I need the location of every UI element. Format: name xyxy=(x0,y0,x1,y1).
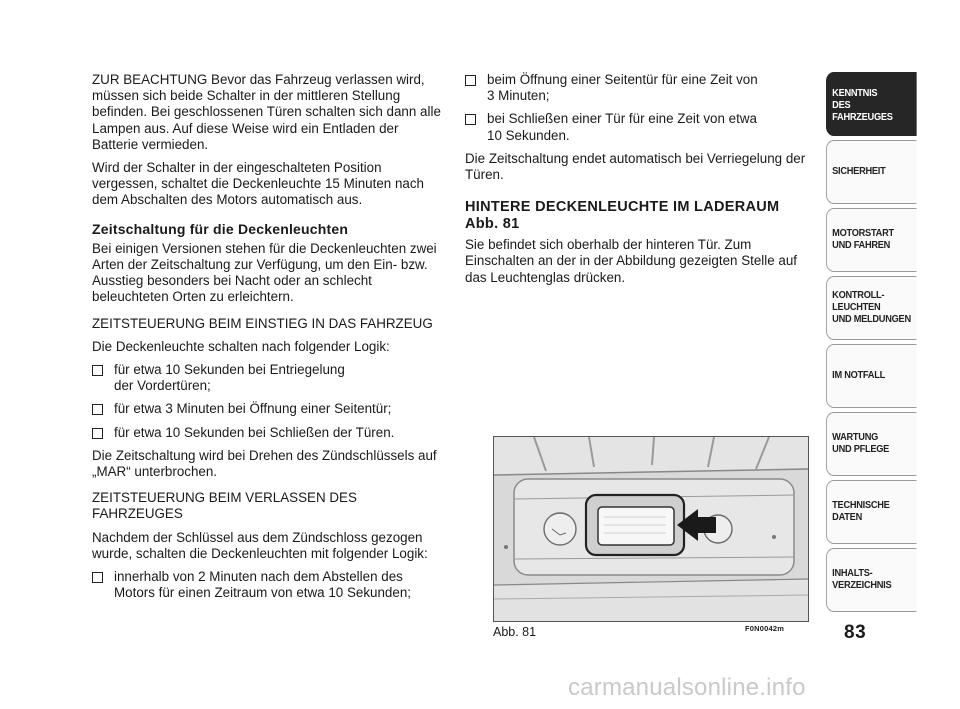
list-item: für etwa 10 Sekunden bei Schließen der Türen. xyxy=(92,425,448,441)
subheading-exit: ZEITSTEUERUNG BEIM VERLASSEN DES FAHRZEUGES xyxy=(92,490,357,522)
list-item: für etwa 10 Sekunden bei Entriegelung der Vordertüren; xyxy=(92,362,448,394)
list-item: innerhalb von 2 Minuten nach dem Abstellen des Motors für einen Zeitraum von etwa 10 Sekunden; xyxy=(92,569,448,601)
checkbox-icon xyxy=(92,365,103,376)
tab-kontrollleuchten-und-meldungen[interactable]: KONTROLL- LEUCHTEN UND MELDUNGEN xyxy=(826,276,917,340)
intro-paragraph: Bei einigen Versionen stehen für die Deckenleuchten zwei Arten der Zeitschaltung zur Verfügung, um den Ein- bzw. Ausstieg besonders bei Nacht oder an schlecht beleuchteten Orten zu erleichtern. xyxy=(92,240,437,305)
subheading-entry: ZEITSTEUERUNG BEIM EINSTIEG IN DAS FAHRZEUG xyxy=(92,315,433,331)
checkbox-icon xyxy=(92,428,103,439)
checkbox-icon xyxy=(465,75,476,86)
right-column xyxy=(465,72,810,293)
section-heading: Zeitschaltung für die Deckenleuchten xyxy=(92,220,349,237)
figure-code: F0N0042m xyxy=(745,624,785,633)
rear-light-figure xyxy=(493,436,809,622)
tab-motorstart-und-fahren[interactable]: MOTORSTART UND FAHREN xyxy=(826,208,917,272)
tab-technische-daten[interactable]: TECHNISCHE DATEN xyxy=(826,480,917,544)
checkbox-icon xyxy=(92,572,103,583)
rear-light-paragraph: Sie befindet sich oberhalb der hinteren Tür. Zum Einschalten an der in der Abbildung gezeigten Stelle auf das Leuchtenglas drücken. xyxy=(465,237,798,285)
chapter-tabs xyxy=(826,72,917,616)
figure-caption: Abb. 81 xyxy=(493,625,537,639)
list-item: beim Öffnung einer Seitentür für eine Zeit von 3 Minuten; xyxy=(465,72,810,104)
tab-wartung-und-pflege[interactable]: WARTUNG UND PFLEGE xyxy=(826,412,917,476)
left-column xyxy=(92,72,448,608)
warning-paragraph: ZUR BEACHTUNG Bevor das Fahrzeug verlassen wird, müssen sich beide Schalter in der mittleren Stellung befinden. Bei geschlossenen Türen schalten sich dann alle Lampen aus. Auf diese Weise wird ein Entladen der Batterie vermieden. xyxy=(92,72,441,152)
page-number: 83 xyxy=(844,622,867,643)
tab-inhaltsverzeichnis[interactable]: INHALTS- VERZEICHNIS xyxy=(826,548,917,612)
rear-light-heading: HINTERE DECKENLEUCHTE IM LADERAUM Abb. 81 xyxy=(465,199,780,233)
logic-paragraph: Die Deckenleuchte schalten nach folgender Logik: xyxy=(92,338,390,354)
checkbox-icon xyxy=(465,114,476,125)
list-item: für etwa 3 Minuten bei Öffnung einer Seitentür; xyxy=(92,401,448,417)
exit-logic-paragraph: Nachdem der Schlüssel aus dem Zündschloss gezogen wurde, schalten die Deckenleuchten mit folgender Logik: xyxy=(92,529,428,561)
tab-kenntnis-des-fahrzeuges[interactable]: KENNTNIS DES FAHRZEUGES xyxy=(826,72,917,136)
rear-cargo-light-illustration xyxy=(494,437,808,621)
bullet-list-entry xyxy=(92,362,448,441)
lock-paragraph: Die Zeitschaltung endet automatisch bei Verriegelung der Türen. xyxy=(465,150,806,183)
tab-im-notfall[interactable]: IM NOTFALL xyxy=(826,344,917,408)
list-item: bei Schließen einer Tür für eine Zeit von etwa 10 Sekunden. xyxy=(465,111,810,143)
checkbox-icon xyxy=(92,404,103,415)
ignition-paragraph: Die Zeitschaltung wird bei Drehen des Zündschlüssels auf „MAR“ unterbrochen. xyxy=(92,447,437,480)
switch-paragraph: Wird der Schalter in der eingeschalteten Position vergessen, schaltet die Deckenleuchte 15 Minuten nach dem Abschalten des Motors automatisch aus. xyxy=(92,160,424,208)
tab-sicherheit[interactable]: SICHERHEIT xyxy=(826,140,917,204)
watermark: carmanualsonline.info xyxy=(568,674,806,701)
